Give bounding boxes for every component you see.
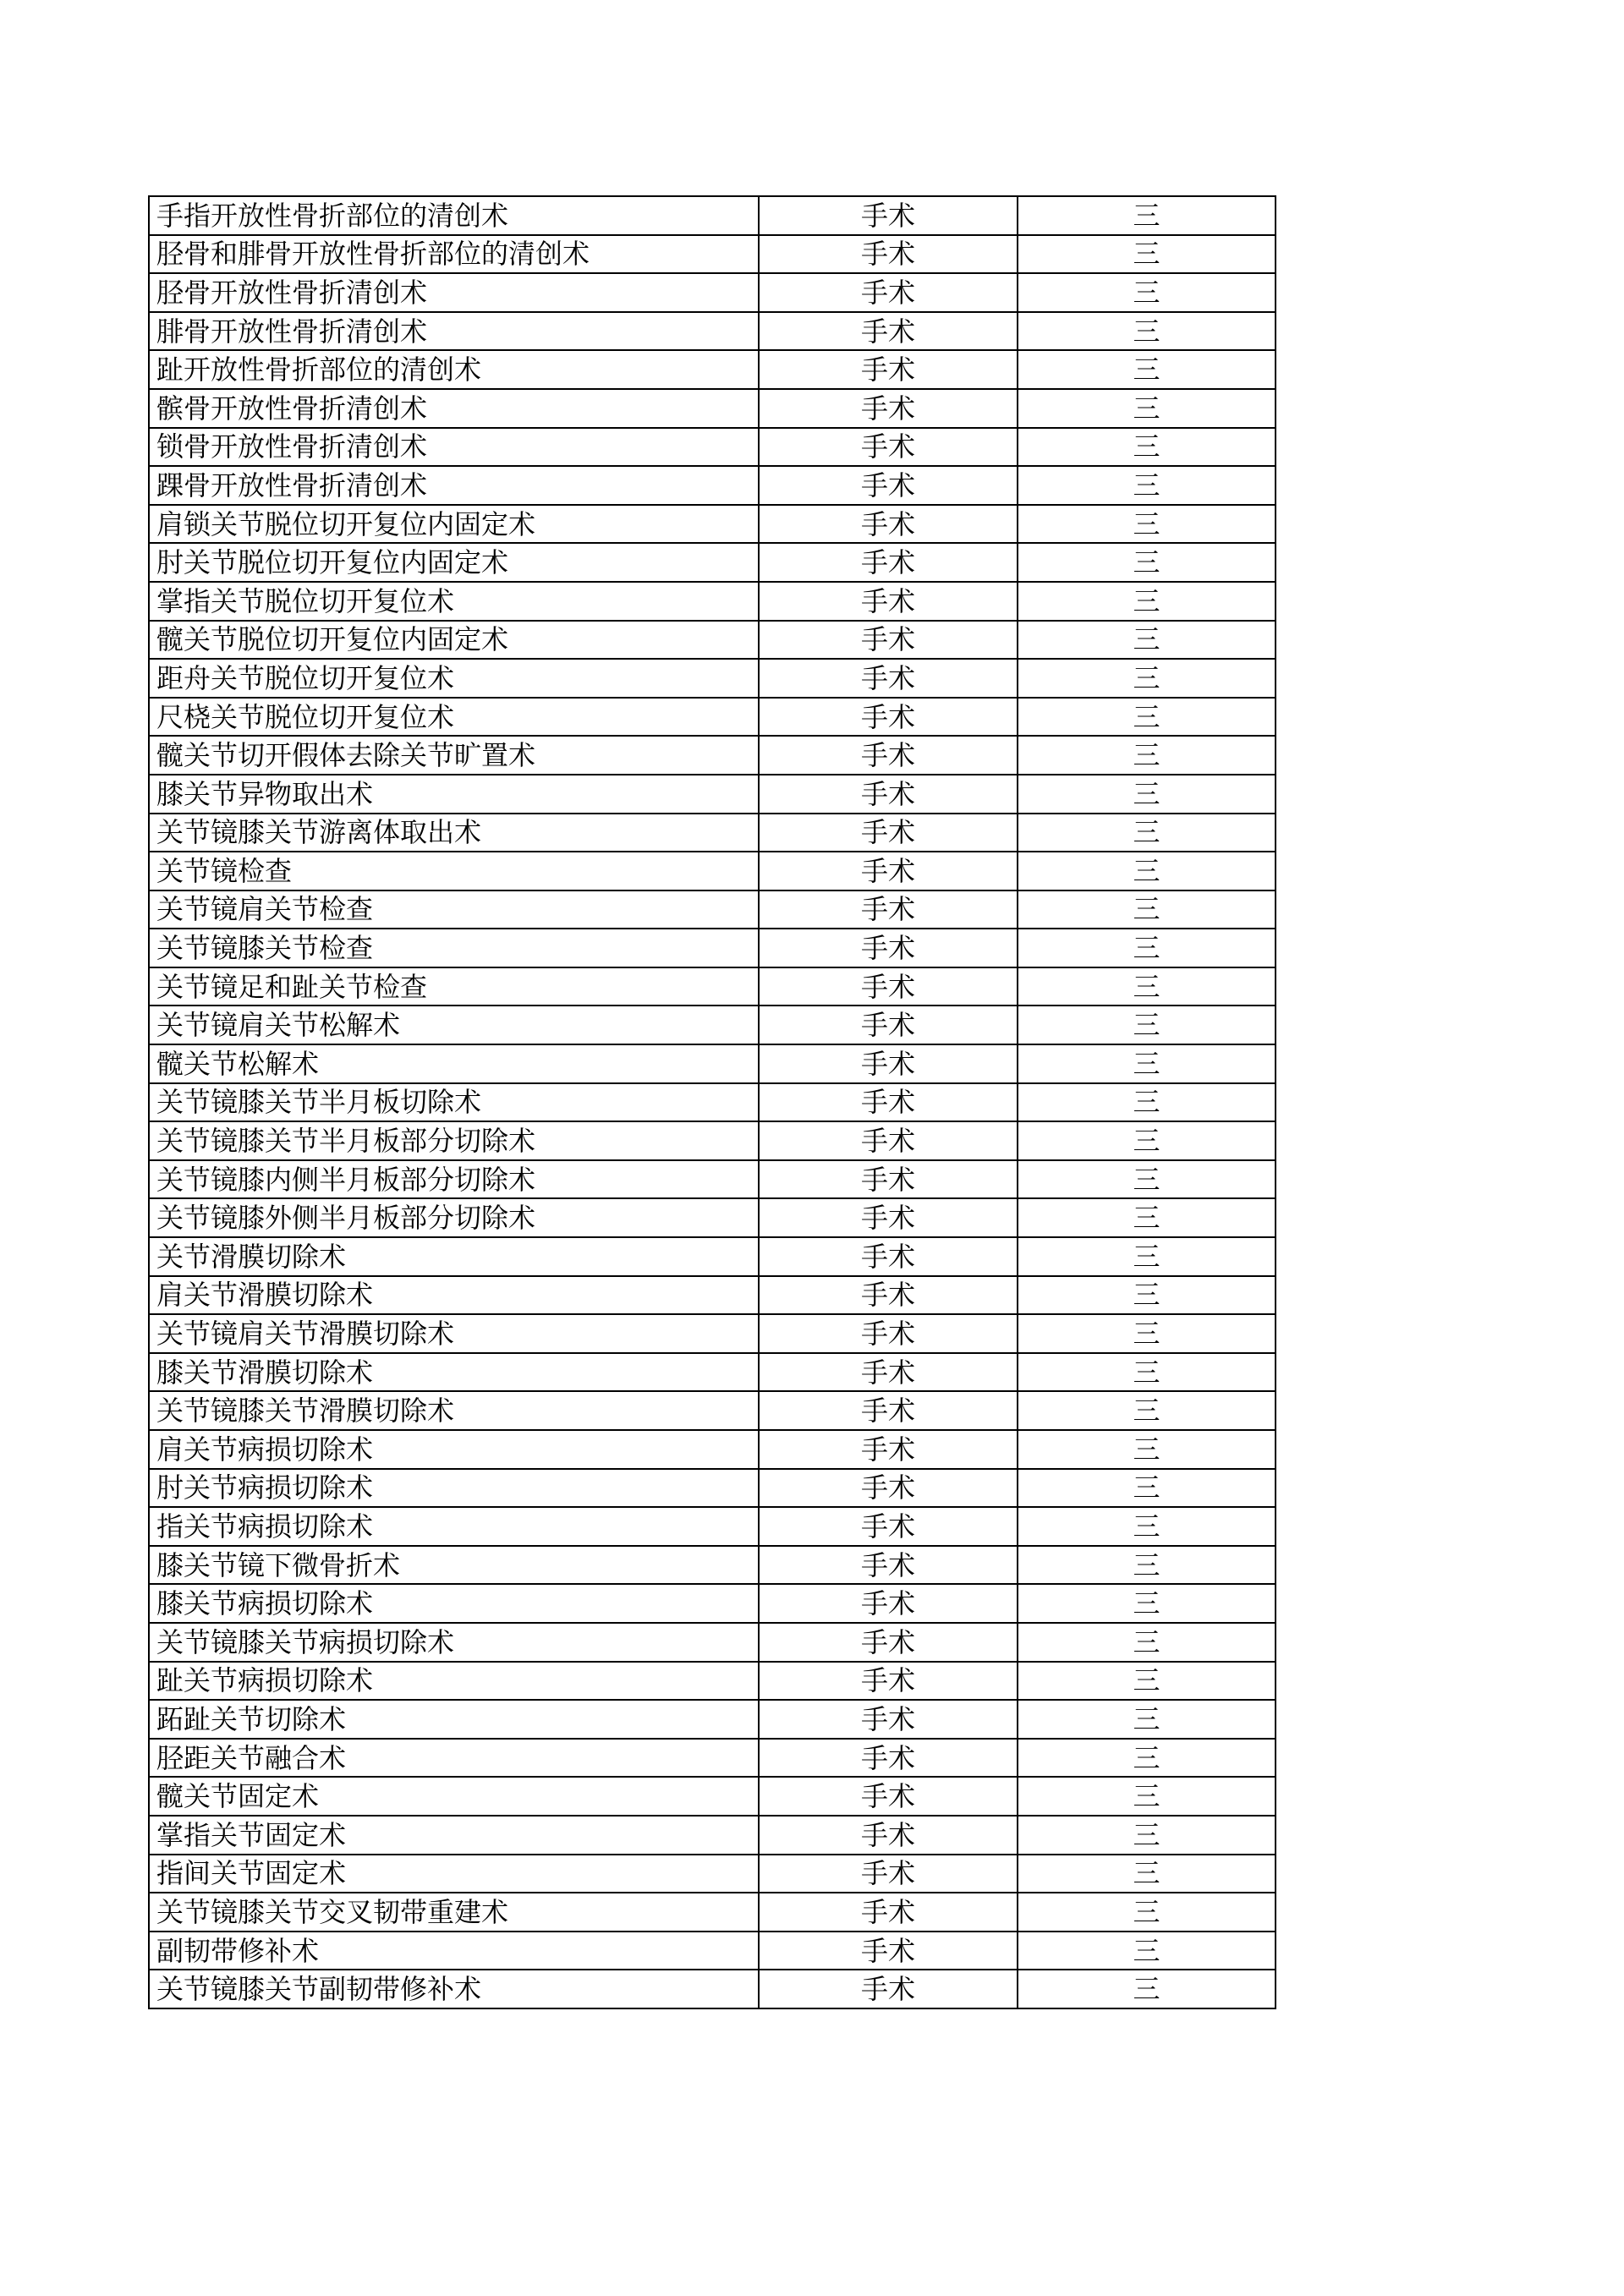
procedure-type-cell: 手术: [759, 466, 1018, 505]
table-row: [149, 659, 1276, 698]
procedure-grade-cell: 三: [1018, 890, 1276, 929]
table-row: [149, 1662, 1276, 1701]
procedure-type-cell: 手术: [759, 736, 1018, 775]
procedure-type-cell: 手术: [759, 1855, 1018, 1893]
procedure-grade-cell: 三: [1018, 621, 1276, 660]
procedure-name-cell: 关节镜膝关节半月板部分切除术: [149, 1121, 759, 1160]
procedure-name-cell: 关节镜膝关节交叉韧带重建术: [149, 1893, 759, 1932]
procedure-name-cell: 肘关节脱位切开复位内固定术: [149, 543, 759, 582]
table-row: [149, 428, 1276, 467]
procedure-grade-cell: 三: [1018, 196, 1276, 235]
procedure-grade-cell: 三: [1018, 582, 1276, 621]
procedure-name-cell: 掌指关节固定术: [149, 1816, 759, 1855]
table-row: [149, 1893, 1276, 1932]
procedure-name-cell: 膝关节滑膜切除术: [149, 1353, 759, 1392]
procedure-name-cell: 肘关节病损切除术: [149, 1469, 759, 1508]
procedure-type-cell: 手术: [759, 312, 1018, 351]
procedure-name-cell: 膝关节镜下微骨折术: [149, 1546, 759, 1585]
procedure-type-cell: 手术: [759, 1970, 1018, 2008]
procedure-name-cell: 肩锁关节脱位切开复位内固定术: [149, 505, 759, 544]
table-row: [149, 1623, 1276, 1662]
procedure-name-cell: 趾开放性骨折部位的清创术: [149, 350, 759, 389]
procedure-grade-cell: 三: [1018, 1044, 1276, 1083]
procedure-type-cell: 手术: [759, 1314, 1018, 1353]
procedure-name-cell: 肩关节病损切除术: [149, 1430, 759, 1469]
procedure-name-cell: 髋关节固定术: [149, 1777, 759, 1816]
procedure-grade-cell: 三: [1018, 273, 1276, 312]
procedure-type-cell: 手术: [759, 389, 1018, 428]
procedure-grade-cell: 三: [1018, 235, 1276, 274]
procedure-table: [148, 195, 1276, 2009]
table-row: [149, 1314, 1276, 1353]
procedure-grade-cell: 三: [1018, 1314, 1276, 1353]
procedure-grade-cell: 三: [1018, 814, 1276, 852]
procedure-name-cell: 关节镜膝关节病损切除术: [149, 1623, 759, 1662]
procedure-name-cell: 关节镜检查: [149, 852, 759, 890]
procedure-name-cell: 胫骨和腓骨开放性骨折部位的清创术: [149, 235, 759, 274]
procedure-type-cell: 手术: [759, 1353, 1018, 1392]
procedure-name-cell: 副韧带修补术: [149, 1932, 759, 1970]
procedure-type-cell: 手术: [759, 698, 1018, 737]
procedure-type-cell: 手术: [759, 1391, 1018, 1430]
procedure-grade-cell: 三: [1018, 698, 1276, 737]
table-row: [149, 1430, 1276, 1469]
procedure-name-cell: 锁骨开放性骨折清创术: [149, 428, 759, 467]
procedure-type-cell: 手术: [759, 428, 1018, 467]
procedure-name-cell: 跖趾关节切除术: [149, 1700, 759, 1739]
procedure-type-cell: 手术: [759, 929, 1018, 967]
procedure-name-cell: 关节镜膝关节检查: [149, 929, 759, 967]
procedure-name-cell: 关节滑膜切除术: [149, 1237, 759, 1276]
table-row: [149, 1121, 1276, 1160]
table-row: [149, 1198, 1276, 1237]
procedure-grade-cell: 三: [1018, 1816, 1276, 1855]
table-row: [149, 312, 1276, 351]
procedure-grade-cell: 三: [1018, 929, 1276, 967]
procedure-type-cell: 手术: [759, 1932, 1018, 1970]
table-row: [149, 775, 1276, 814]
procedure-grade-cell: 三: [1018, 312, 1276, 351]
table-row: [149, 196, 1276, 235]
table-row: [149, 350, 1276, 389]
table-row: [149, 929, 1276, 967]
procedure-type-cell: 手术: [759, 1006, 1018, 1044]
procedure-type-cell: 手术: [759, 1430, 1018, 1469]
procedure-name-cell: 指间关节固定术: [149, 1855, 759, 1893]
procedure-name-cell: 掌指关节脱位切开复位术: [149, 582, 759, 621]
procedure-type-cell: 手术: [759, 1276, 1018, 1315]
table-row: [149, 1739, 1276, 1778]
table-row: [149, 1700, 1276, 1739]
procedure-type-cell: 手术: [759, 1044, 1018, 1083]
procedure-name-cell: 关节镜肩关节松解术: [149, 1006, 759, 1044]
procedure-name-cell: 肩关节滑膜切除术: [149, 1276, 759, 1315]
procedure-type-cell: 手术: [759, 775, 1018, 814]
table-row: [149, 1546, 1276, 1585]
procedure-grade-cell: 三: [1018, 659, 1276, 698]
table-row: [149, 621, 1276, 660]
procedure-name-cell: 膝关节异物取出术: [149, 775, 759, 814]
procedure-grade-cell: 三: [1018, 852, 1276, 890]
procedure-grade-cell: 三: [1018, 1855, 1276, 1893]
table-row: [149, 1391, 1276, 1430]
procedure-type-cell: 手术: [759, 621, 1018, 660]
table-row: [149, 1083, 1276, 1122]
procedure-grade-cell: 三: [1018, 1700, 1276, 1739]
procedure-name-cell: 关节镜膝关节滑膜切除术: [149, 1391, 759, 1430]
procedure-grade-cell: 三: [1018, 1237, 1276, 1276]
procedure-name-cell: 关节镜膝关节游离体取出术: [149, 814, 759, 852]
procedure-type-cell: 手术: [759, 1700, 1018, 1739]
procedure-grade-cell: 三: [1018, 775, 1276, 814]
table-row: [149, 543, 1276, 582]
procedure-name-cell: 关节镜膝外侧半月板部分切除术: [149, 1198, 759, 1237]
procedure-table-body: [149, 196, 1276, 2008]
procedure-type-cell: 手术: [759, 852, 1018, 890]
table-row: [149, 1237, 1276, 1276]
procedure-grade-cell: 三: [1018, 1893, 1276, 1932]
table-row: [149, 1777, 1276, 1816]
procedure-type-cell: 手术: [759, 1739, 1018, 1778]
procedure-type-cell: 手术: [759, 1160, 1018, 1199]
procedure-type-cell: 手术: [759, 235, 1018, 274]
table-row: [149, 852, 1276, 890]
procedure-type-cell: 手术: [759, 1546, 1018, 1585]
table-row: [149, 1816, 1276, 1855]
procedure-grade-cell: 三: [1018, 967, 1276, 1006]
table-row: [149, 582, 1276, 621]
procedure-type-cell: 手术: [759, 1121, 1018, 1160]
procedure-grade-cell: 三: [1018, 1739, 1276, 1778]
procedure-type-cell: 手术: [759, 1083, 1018, 1122]
procedure-grade-cell: 三: [1018, 505, 1276, 544]
procedure-type-cell: 手术: [759, 1623, 1018, 1662]
procedure-name-cell: 距舟关节脱位切开复位术: [149, 659, 759, 698]
procedure-grade-cell: 三: [1018, 1083, 1276, 1122]
table-row: [149, 1160, 1276, 1199]
procedure-type-cell: 手术: [759, 1507, 1018, 1546]
procedure-name-cell: 关节镜肩关节滑膜切除术: [149, 1314, 759, 1353]
procedure-type-cell: 手术: [759, 890, 1018, 929]
procedure-grade-cell: 三: [1018, 1198, 1276, 1237]
table-row: [149, 1970, 1276, 2008]
procedure-name-cell: 关节镜足和趾关节检查: [149, 967, 759, 1006]
procedure-name-cell: 关节镜膝关节半月板切除术: [149, 1083, 759, 1122]
procedure-grade-cell: 三: [1018, 543, 1276, 582]
procedure-type-cell: 手术: [759, 196, 1018, 235]
table-row: [149, 698, 1276, 737]
table-row: [149, 389, 1276, 428]
procedure-name-cell: 胫距关节融合术: [149, 1739, 759, 1778]
table-row: [149, 967, 1276, 1006]
procedure-name-cell: 指关节病损切除术: [149, 1507, 759, 1546]
table-row: [149, 1469, 1276, 1508]
procedure-name-cell: 髋关节松解术: [149, 1044, 759, 1083]
procedure-grade-cell: 三: [1018, 350, 1276, 389]
procedure-grade-cell: 三: [1018, 1970, 1276, 2008]
procedure-grade-cell: 三: [1018, 1662, 1276, 1701]
table-row: [149, 1353, 1276, 1392]
table-row: [149, 273, 1276, 312]
procedure-type-cell: 手术: [759, 543, 1018, 582]
procedure-type-cell: 手术: [759, 273, 1018, 312]
procedure-grade-cell: 三: [1018, 1469, 1276, 1508]
procedure-type-cell: 手术: [759, 1777, 1018, 1816]
procedure-name-cell: 关节镜膝关节副韧带修补术: [149, 1970, 759, 2008]
procedure-grade-cell: 三: [1018, 1430, 1276, 1469]
table-row: [149, 814, 1276, 852]
procedure-name-cell: 手指开放性骨折部位的清创术: [149, 196, 759, 235]
procedure-name-cell: 尺桡关节脱位切开复位术: [149, 698, 759, 737]
procedure-grade-cell: 三: [1018, 1391, 1276, 1430]
procedure-type-cell: 手术: [759, 1198, 1018, 1237]
procedure-name-cell: 关节镜肩关节检查: [149, 890, 759, 929]
procedure-name-cell: 髌骨开放性骨折清创术: [149, 389, 759, 428]
procedure-type-cell: 手术: [759, 1584, 1018, 1623]
table-row: [149, 505, 1276, 544]
procedure-type-cell: 手术: [759, 582, 1018, 621]
procedure-grade-cell: 三: [1018, 1623, 1276, 1662]
procedure-name-cell: 髋关节切开假体去除关节旷置术: [149, 736, 759, 775]
procedure-type-cell: 手术: [759, 1893, 1018, 1932]
table-row: [149, 1507, 1276, 1546]
table-row: [149, 1044, 1276, 1083]
procedure-grade-cell: 三: [1018, 736, 1276, 775]
procedure-type-cell: 手术: [759, 1662, 1018, 1701]
table-row: [149, 736, 1276, 775]
procedure-grade-cell: 三: [1018, 1932, 1276, 1970]
procedure-grade-cell: 三: [1018, 1006, 1276, 1044]
procedure-type-cell: 手术: [759, 967, 1018, 1006]
table-row: [149, 235, 1276, 274]
table-row: [149, 1932, 1276, 1970]
procedure-name-cell: 胫骨开放性骨折清创术: [149, 273, 759, 312]
table-row: [149, 890, 1276, 929]
procedure-name-cell: 趾关节病损切除术: [149, 1662, 759, 1701]
procedure-type-cell: 手术: [759, 659, 1018, 698]
table-row: [149, 466, 1276, 505]
procedure-name-cell: 踝骨开放性骨折清创术: [149, 466, 759, 505]
procedure-name-cell: 髋关节脱位切开复位内固定术: [149, 621, 759, 660]
table-row: [149, 1584, 1276, 1623]
procedure-type-cell: 手术: [759, 814, 1018, 852]
procedure-grade-cell: 三: [1018, 428, 1276, 467]
procedure-type-cell: 手术: [759, 1816, 1018, 1855]
procedure-grade-cell: 三: [1018, 1584, 1276, 1623]
procedure-grade-cell: 三: [1018, 389, 1276, 428]
procedure-grade-cell: 三: [1018, 1546, 1276, 1585]
table-row: [149, 1855, 1276, 1893]
procedure-type-cell: 手术: [759, 1469, 1018, 1508]
procedure-grade-cell: 三: [1018, 1777, 1276, 1816]
procedure-type-cell: 手术: [759, 1237, 1018, 1276]
table-row: [149, 1006, 1276, 1044]
procedure-grade-cell: 三: [1018, 1121, 1276, 1160]
table-row: [149, 1276, 1276, 1315]
procedure-grade-cell: 三: [1018, 1353, 1276, 1392]
procedure-name-cell: 膝关节病损切除术: [149, 1584, 759, 1623]
procedure-grade-cell: 三: [1018, 1160, 1276, 1199]
procedure-grade-cell: 三: [1018, 1507, 1276, 1546]
procedure-type-cell: 手术: [759, 505, 1018, 544]
procedure-type-cell: 手术: [759, 350, 1018, 389]
procedure-name-cell: 腓骨开放性骨折清创术: [149, 312, 759, 351]
procedure-grade-cell: 三: [1018, 1276, 1276, 1315]
procedure-name-cell: 关节镜膝内侧半月板部分切除术: [149, 1160, 759, 1199]
procedure-grade-cell: 三: [1018, 466, 1276, 505]
